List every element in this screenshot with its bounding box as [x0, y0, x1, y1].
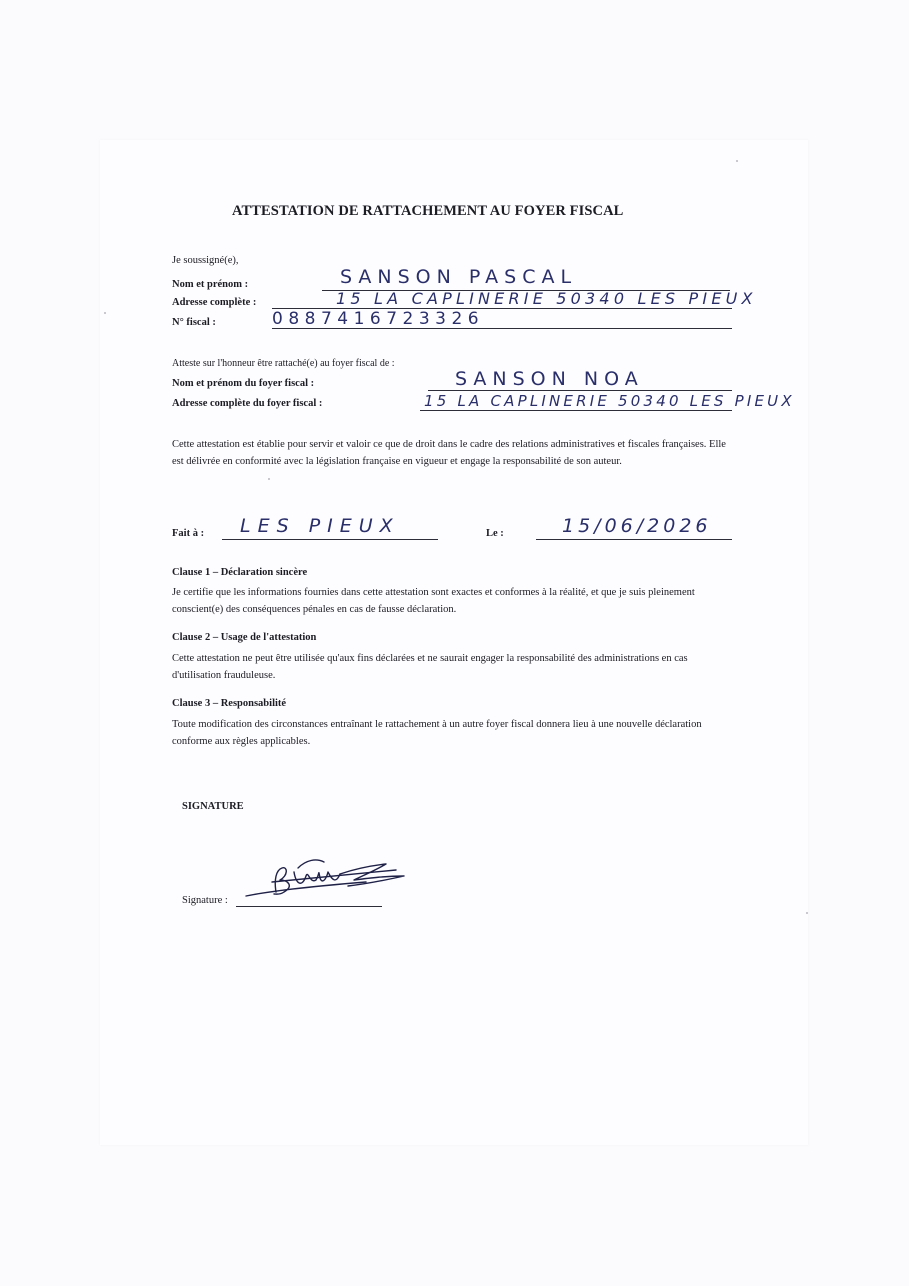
fiscal-label: N° fiscal :: [172, 317, 216, 328]
household-address-label: Adresse complète du foyer fiscal :: [172, 398, 323, 409]
clause-2-title: Clause 2 – Usage de l'attestation: [172, 632, 317, 643]
place-value: LES PIEUX: [240, 515, 400, 537]
clause-2-text: Cette attestation ne peut être utilisée qu'aux fins déclarées et ne saurait engager la responsabilité des administrations en cas d'utilisation frauduleuse.: [172, 653, 688, 681]
household-name-underline: [428, 390, 732, 391]
clause-1-text: Je certifie que les informations fournies dans cette attestation sont exactes et conformes à la réalité, et que je suis pleinement conscient(e) des conséquences pénales en cas de fausse déclaration.: [172, 587, 695, 615]
signature-heading: SIGNATURE: [182, 801, 244, 812]
signature-label: Signature :: [182, 895, 228, 906]
clause-3-text: Toute modification des circonstances entraînant le rattachement à un autre foyer fiscal donnera lieu à une nouvelle déclaration conforme aux règles applicables.: [172, 719, 702, 747]
place-underline: [222, 539, 438, 540]
household-address-underline: [420, 410, 732, 411]
clause-1-title: Clause 1 – Déclaration sincère: [172, 567, 308, 578]
intro-text: Je soussigné(e),: [172, 255, 239, 266]
attest-sentence: Atteste sur l'honneur être rattaché(e) au foyer fiscal de :: [172, 358, 395, 369]
scan-speck: [806, 912, 808, 914]
household-name-label: Nom et prénom du foyer fiscal :: [172, 378, 315, 389]
signature-underline: [236, 906, 382, 907]
address-value: 15 LA CAPLINERIE 50340 LES PIEUX: [336, 289, 757, 308]
address-label: Adresse complète :: [172, 297, 257, 308]
purpose-paragraph: Cette attestation est établie pour servir et valoir ce que de droit dans le cadre des relations administratives et fiscales françaises. Elle est délivrée en conformité avec la législation française en vigueur et engage la responsabilité de son auteur.: [172, 439, 726, 467]
fiscal-value: 0887416723326: [272, 309, 485, 329]
date-underline: [536, 539, 732, 540]
date-value: 15/06/2026: [562, 515, 712, 537]
place-label: Fait à :: [172, 528, 205, 539]
clause-3-title: Clause 3 – Responsabilité: [172, 698, 287, 709]
scan-speck: [104, 312, 106, 314]
household-address-value: 15 LA CAPLINERIE 50340 LES PIEUX: [424, 392, 795, 410]
household-name-value: SANSON NOA: [455, 368, 644, 390]
scan-speck: [268, 478, 270, 480]
name-label: Nom et prénom :: [172, 279, 249, 290]
scan-speck: [736, 160, 738, 162]
document-title: ATTESTATION DE RATTACHEMENT AU FOYER FISCAL: [232, 203, 624, 219]
handwritten-signature: [236, 850, 412, 906]
date-label: Le :: [486, 528, 504, 539]
name-value: SANSON PASCAL: [340, 266, 578, 288]
